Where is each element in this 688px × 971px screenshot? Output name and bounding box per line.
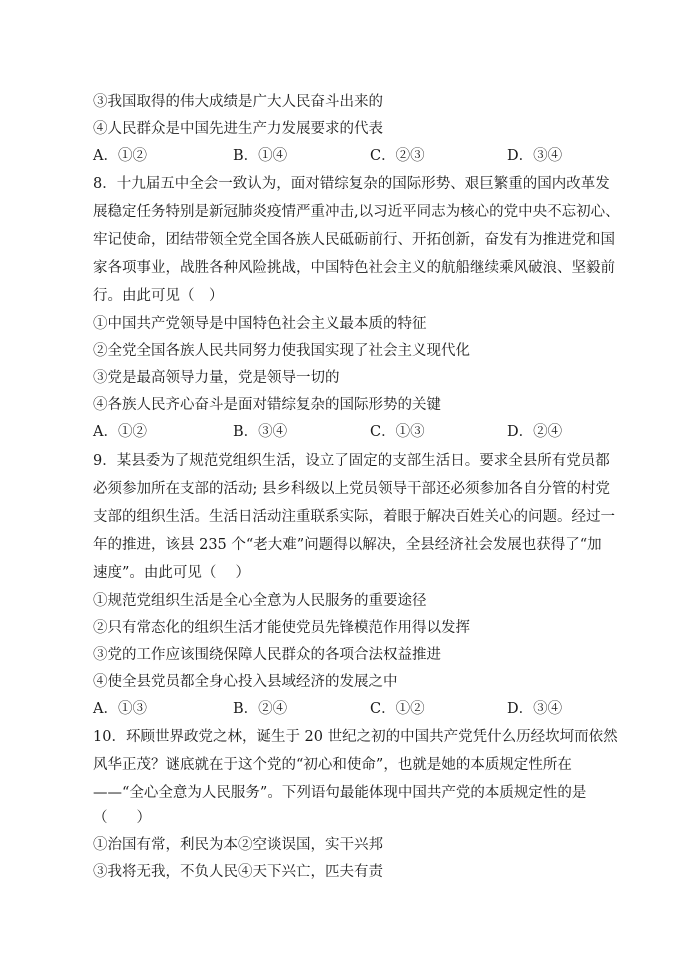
choice-d: D．③④ [507,701,563,717]
q8-stem-line: 展稳定任务特别是新冠肺炎疫情严重冲击,以习近平同志为核心的党中央不忘初心、 [93,204,620,220]
choice-a: A．①② [93,424,147,440]
q9-statement-4: ④使全县党员都全身心投入县域经济的发展之中 [93,674,398,690]
q9-stem-line: 年的推进，该县 235 个“老大难”问题得以解决，全县经济社会发展也获得了“加 [93,537,602,553]
q10-stem-line: 风华正茂？谜底就在于这个党的“初心和使命”，也就是她的本质规定性所在 [93,757,572,773]
q8-statement-1: ①中国共产党领导是中国特色社会主义最本质的特征 [93,316,427,332]
q9-statement-1: ①规范党组织生活是全心全意为人民服务的重要途径 [93,593,427,609]
option-line-4: ④人民群众是中国先进生产力发展要求的代表 [93,121,383,137]
choice-b: B．②④ [233,701,288,717]
q8-statement-2: ②全党全国各族人民共同努力使我国实现了社会主义现代化 [93,343,470,359]
q8-stem-line: 牢记使命，团结带领全党全国各族人民砥砺前行、开拓创新，奋发有为推进党和国 [93,232,615,248]
choice-b: B．①④ [233,148,288,164]
choice-c: C．①③ [370,424,425,440]
choice-c: C．①② [370,701,425,717]
q10-stem-line: （ ） [93,810,151,826]
q9-stem-line: 支部的组织生活。生活日活动注重联系实际，着眼于解决百姓关心的问题。经过一 [93,509,615,525]
q10-stem-line: 10．环顾世界政党之林，诞生于 20 世纪之初的中国共产党凭什么历经坎坷而依然 [93,729,618,745]
q10-stem-line: ——“全心全意为人民服务”。下列语句最能体现中国共产党的本质规定性的是 [93,785,587,801]
q9-answer-choices [93,699,593,719]
q10-statement-1-2: ①治国有常，利民为本②空谈误国，实干兴邦 [93,837,383,853]
q9-statement-2: ②只有常态化的组织生活才能使党员先锋模范作用得以发挥 [93,620,470,636]
choice-d: D．③④ [507,148,563,164]
choice-c: C．②③ [370,148,425,164]
q8-answer-choices [93,422,593,442]
q9-statement-3: ③党的工作应该围绕保障人民群众的各项合法权益推进 [93,647,441,663]
choice-d: D．②④ [507,424,563,440]
choice-b: B．③④ [233,424,288,440]
q8-statement-3: ③党是最高领导力量，党是领导一切的 [93,370,340,386]
q7-answer-choices [93,146,593,166]
q9-stem-line: 必须参加所在支部的活动; 县乡科级以上党员领导干部还必须参加各自分管的村党 [93,481,610,497]
q8-stem-line: 8．十九届五中全会一致认为，面对错综复杂的国际形势、艰巨繁重的国内改革发 [93,176,610,192]
q9-stem-line: 速度”。由此可见（ ） [93,565,251,581]
q8-stem-line: 行。由此可见（ ） [93,288,224,304]
choice-a: A．①② [93,148,147,164]
q8-stem-line: 家各项事业，战胜各种风险挑战，中国特色社会主义的航船继续乘风破浪、坚毅前 [93,260,615,276]
q10-statement-3-4: ③我将无我，不负人民④天下兴亡，匹夫有责 [93,864,383,880]
q8-statement-4: ④各族人民齐心奋斗是面对错综复杂的国际形势的关键 [93,397,441,413]
q9-stem-line: 9．某县委为了规范党组织生活，设立了固定的支部生活日。要求全县所有党员都 [93,453,610,469]
choice-a: A．①③ [93,701,147,717]
option-line-3: ③我国取得的伟大成绩是广大人民奋斗出来的 [93,94,383,110]
